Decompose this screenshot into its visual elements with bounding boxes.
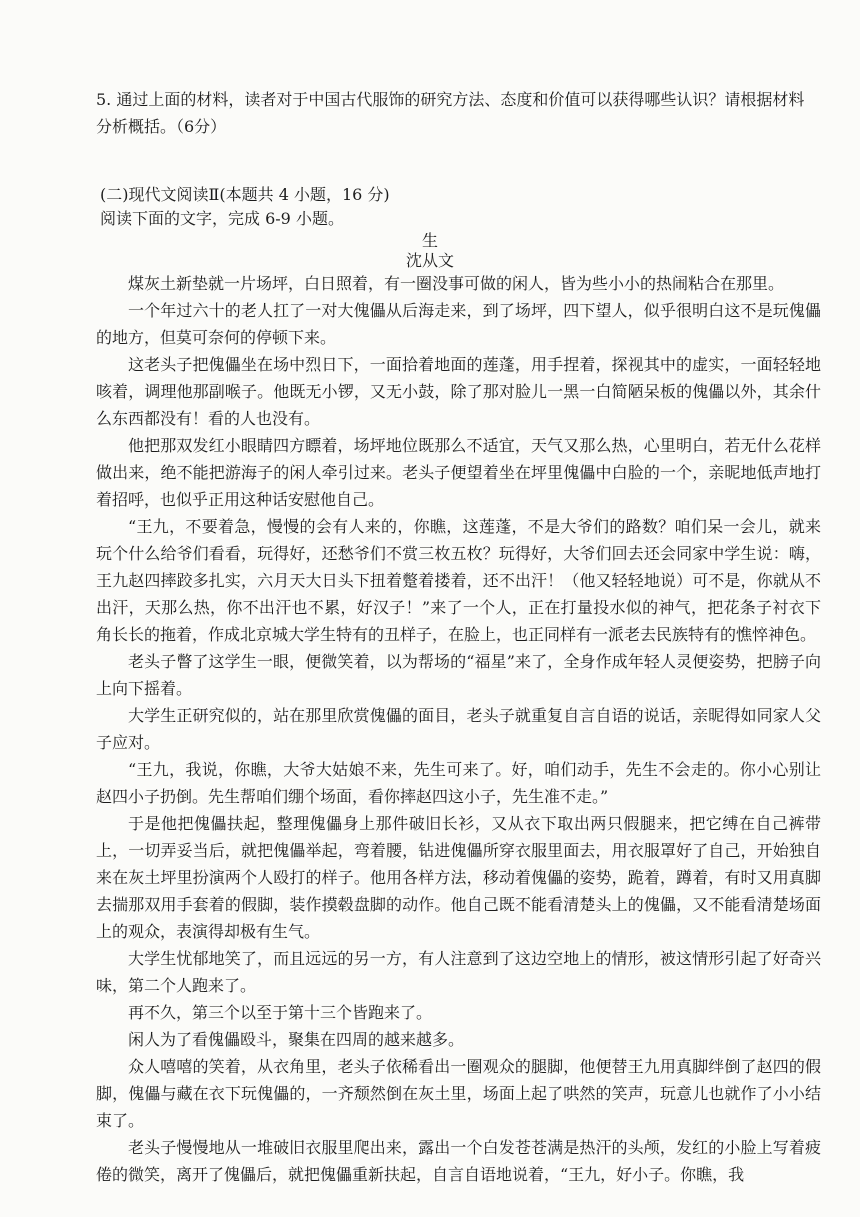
paragraph: 煤灰土新垫就一片场坪，白日照着，有一圈没事可做的闲人，皆为些小小的热闹粘合在那里。 bbox=[128, 274, 785, 293]
paragraph: 再不久，第三个以至于第十三个皆跑来了。 bbox=[128, 1003, 433, 1022]
article-body bbox=[96, 270, 821, 1188]
reading-instruction: 阅读下面的文字，完成 6-9 小题。 bbox=[100, 209, 344, 228]
paragraph: 老头子慢慢地从一堆破旧衣服里爬出来，露出一个白发苍苍满是热汗的头颅，发红的小脸上写着疲倦的微笑，离开了傀儡后，就把傀儡重新扶起，自言自语地说着，“王九，好小子。你瞧，我 bbox=[96, 1138, 821, 1184]
paragraph: 于是他把傀儡扶起，整理傀儡身上那件破旧长衫，又从衣下取出两只假腿来，把它缚在自己裤带上，一切弄妥当后，就把傀儡举起，弯着腰，钻进傀儡所穿衣服里面去，用衣服罩好了自己，开始独自来在灰土坪里扮演两个人殴打的样子。他用各样方法，移动着傀儡的姿势，跪着，蹲着，有时又用真脚去揣那双用手套着的假脚，装作摸毂盘脚的动作。他自己既不能看清楚头上的傀儡，又不能看清楚场面上的观众，表演得却极有生气。 bbox=[96, 814, 821, 941]
paragraph: “王九，不要着急，慢慢的会有人来的，你瞧，这莲蓬，不是大爷们的路数？咱们呆一会儿，就来玩个什么给爷们看看，玩得好，还愁爷们不赏三枚五枚？玩得好，大爷们回去还会同家中学生说：嗨，王九赵四摔跤多扎实，六月天大日头下扭着蹩着搂着，还不出汗！（他又轻轻地说）可不是，你就从不出汗，天那么热，你不出汗也不累，好汉子！”来了一个人，正在打量投水似的神气，把花条子衬衣下角长长的拖着，作成北京城大学生特有的丑样子，在脸上，也正同样有一派老去民族特有的憔悴神色。 bbox=[96, 517, 821, 644]
article-author: 沈从文 bbox=[405, 251, 454, 270]
paragraph: 大学生正研究似的，站在那里欣赏傀儡的面目，老头子就重复自言自语的说话，亲昵得如同家人父子应对。 bbox=[96, 706, 821, 752]
paragraph: 这老头子把傀儡坐在场中烈日下，一面拾着地面的莲蓬，用手捏着，探视其中的虚实，一面轻轻地咳着，调理他那副喉子。他既无小锣，又无小鼓，除了那对脸儿一黑一白简陋呆板的傀儡以外，其余什么东西都没有！看的人也没有。 bbox=[96, 355, 821, 428]
paragraph: 老头子瞥了这学生一眼，便微笑着，以为帮场的“福星”来了，全身作成年轻人灵便姿势，把膀子向上向下摇着。 bbox=[96, 652, 821, 698]
article-title: 生 bbox=[421, 231, 438, 250]
section-heading: (二)现代文阅读Ⅱ(本题共 4 小题，16 分) bbox=[100, 185, 390, 204]
paragraph: 众人嘻嘻的笑着，从衣角里，老头子依稀看出一圈观众的腿脚，他便替王九用真脚绊倒了赵四的假脚，傀儡与藏在衣下玩傀儡的，一齐颓然倒在灰土里，场面上起了哄然的笑声，玩意儿也就作了小小结束了。 bbox=[96, 1057, 821, 1130]
paragraph: 一个年过六十的老人扛了一对大傀儡从后海走来，到了场坪，四下望人，似乎很明白这不是玩傀儡的地方，但莫可奈何的停顿下来。 bbox=[96, 301, 821, 347]
paragraph: 他把那双发红小眼睛四方瞟着，场坪地位既那么不适宜，天气又那么热，心里明白，若无什么花样做出来，绝不能把游海子的闲人牵引过来。老头子便望着坐在坪里傀儡中白脸的一个，亲昵地低声地打着招呼，也似乎正用这种话安慰他自己。 bbox=[96, 436, 821, 509]
paragraph: “王九，我说，你瞧，大爷大姑娘不来，先生可来了。好，咱们动手，先生不会走的。你小心别让赵四小子扔倒。先生帮咱们绷个场面，看你摔赵四这小子，先生准不走。” bbox=[96, 760, 821, 806]
paragraph: 大学生忧郁地笑了，而且远远的另一方，有人注意到了这边空地上的情形，被这情形引起了好奇兴味，第二个人跑来了。 bbox=[96, 949, 821, 995]
paragraph: 闲人为了看傀儡殴斗，聚集在四周的越来越多。 bbox=[128, 1030, 465, 1049]
question-5: 5. 通过上面的材料，读者对于中国古代服饰的研究方法、态度和价值可以获得哪些认识？请根据材料分析概括。（6分） bbox=[96, 90, 805, 136]
